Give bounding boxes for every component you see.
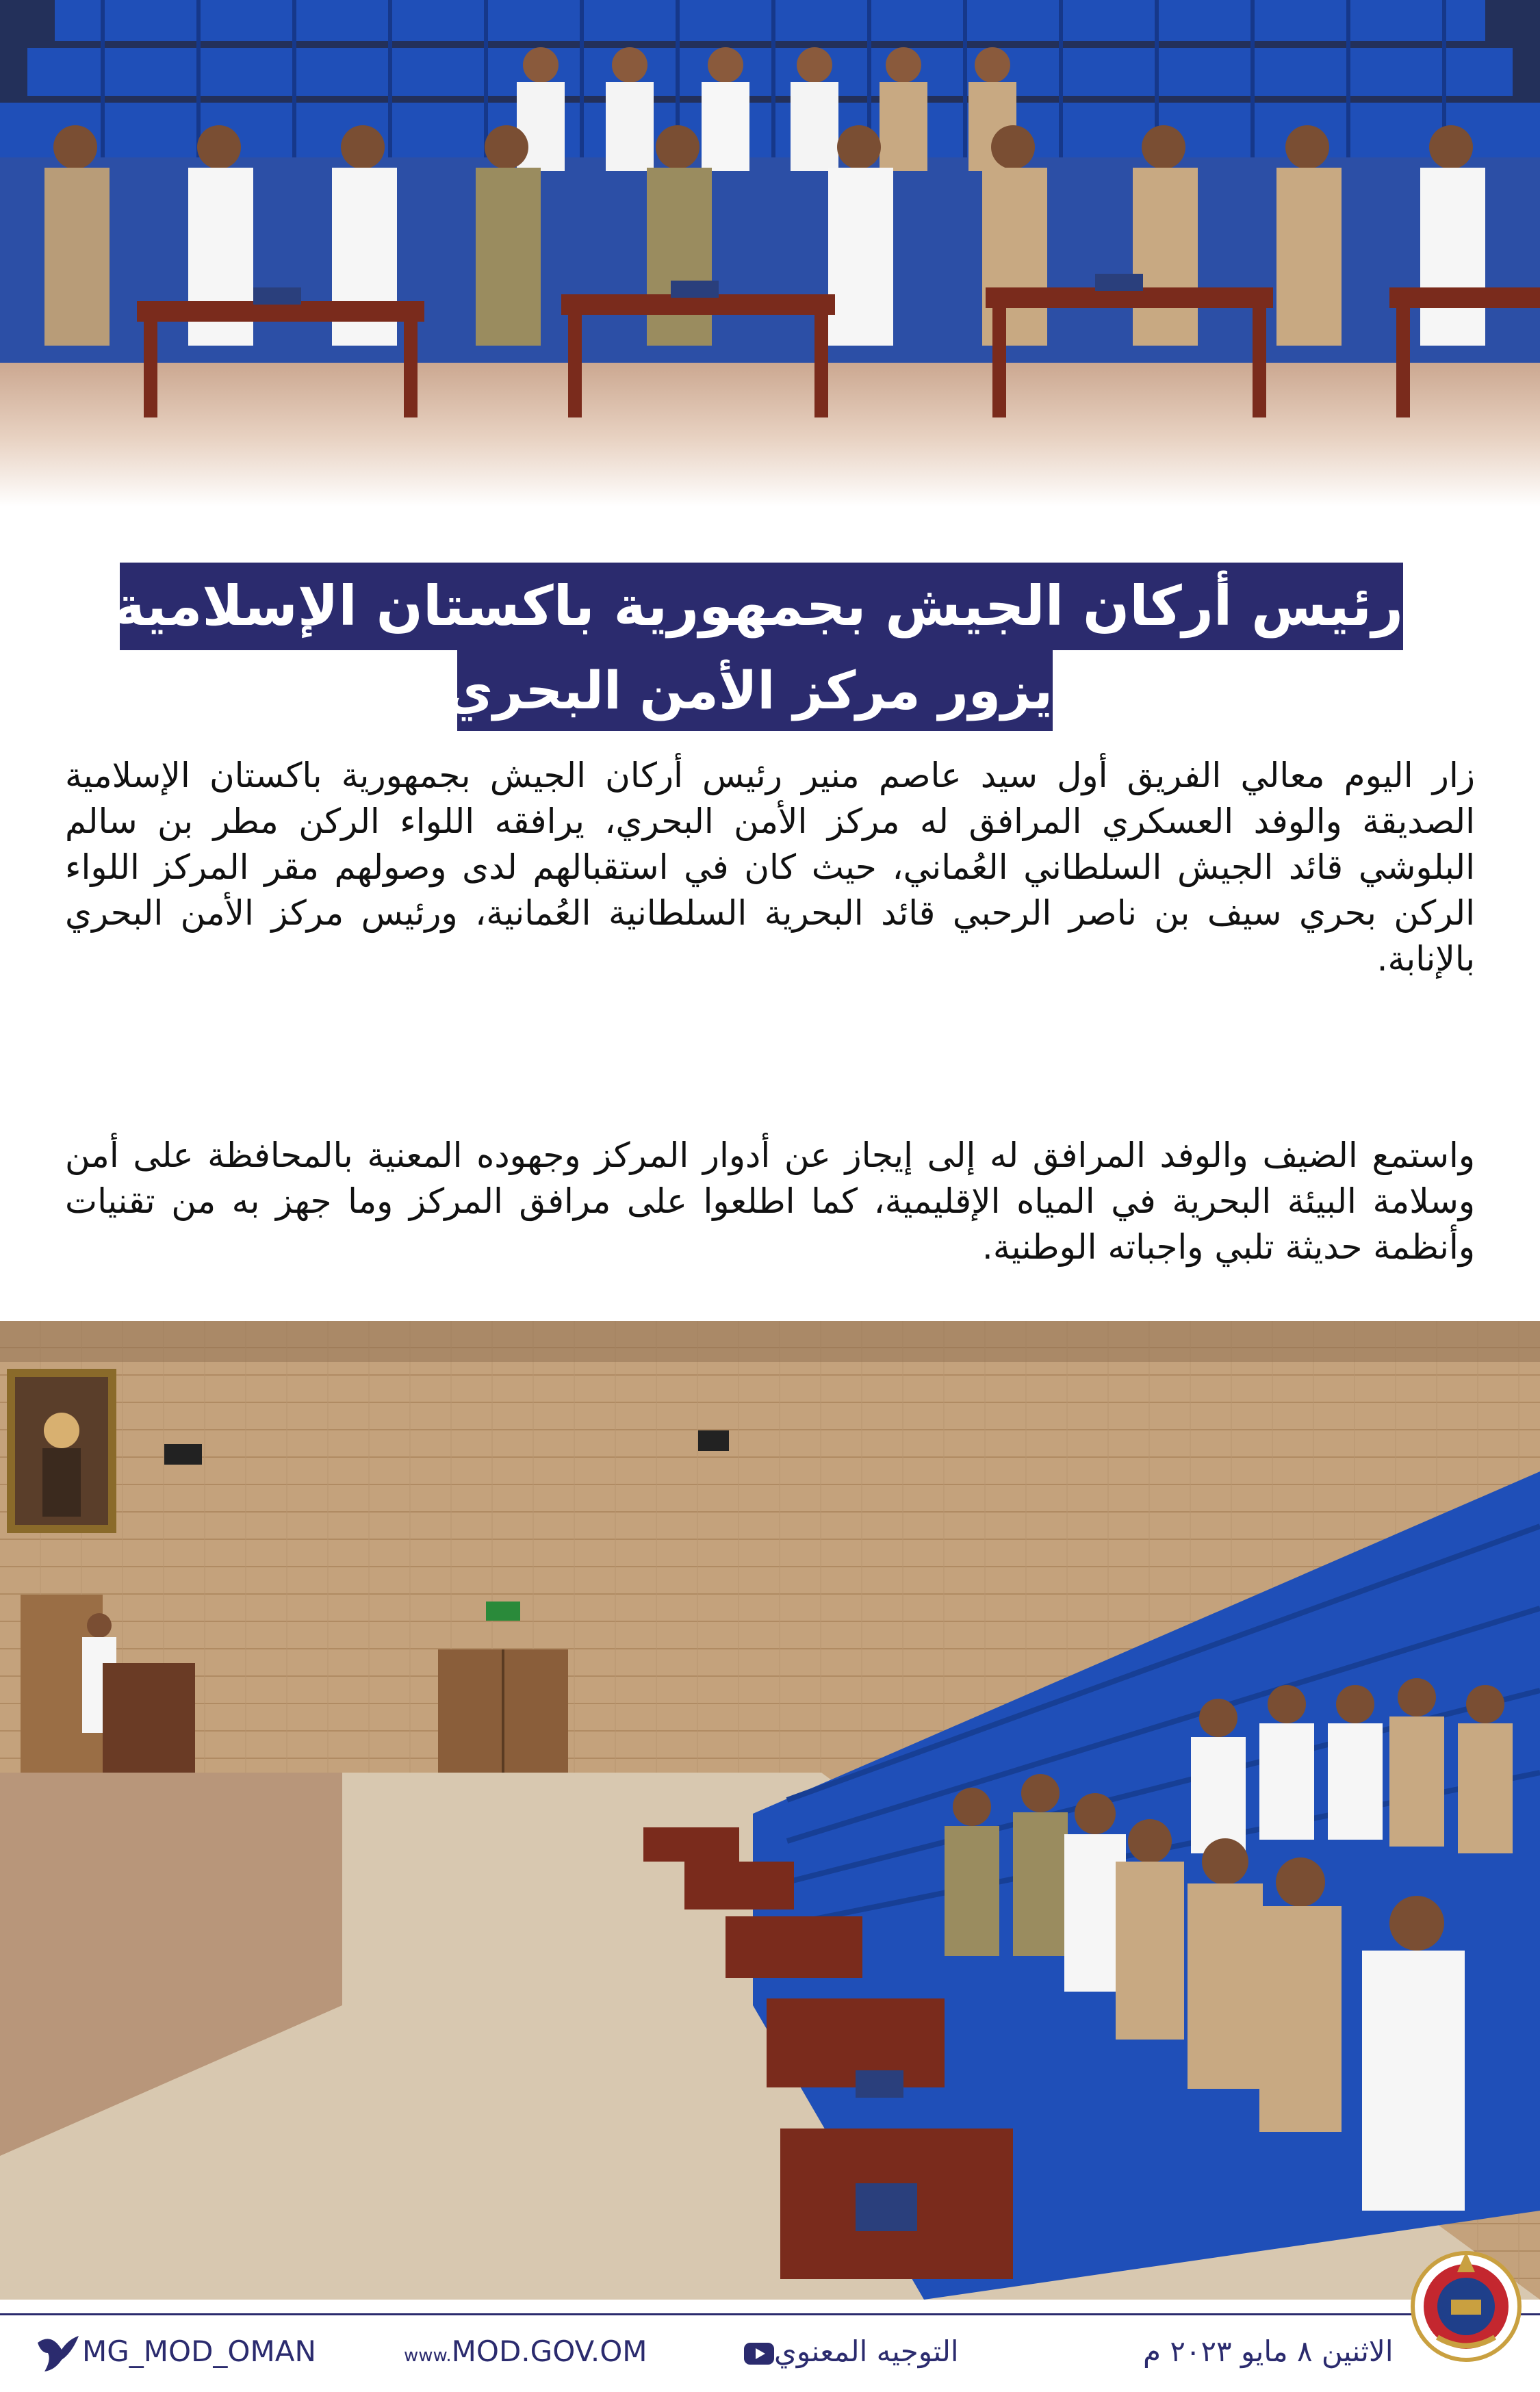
article-paragraph-1: زار اليوم معالي الفريق أول سيد عاصم منير رئيس أركان الجيش بجمهورية باكستان الإسلامية الصديقة والوفد العسكري المرافق له مركز الأمن البحري، يرافقه اللواء الركن مطر بن سالم البلوشي قائد الجيش السلطاني العُماني، حيث كان في استقبالهم لدى وصولهم مقر المركز اللواء الركن بحري سيف بن ناصر الرحبي قائد البحرية السلطانية العُمانية، ورئيس مركز الأمن البحري بالإنابة. — [65, 756, 1475, 979]
website-prefix: www. — [404, 2345, 452, 2366]
publish-date: الاثنين ٨ مايو ٢٠٢٣ م — [1143, 2335, 1394, 2368]
auditorium-briefing-photo — [0, 1321, 1540, 2300]
website-domain: MOD.GOV.OM — [451, 2335, 647, 2368]
headline-line-2: يزور مركز الأمن البحري — [457, 650, 1053, 731]
footer-bar — [0, 2313, 1540, 2388]
top-photo — [0, 0, 1540, 506]
ministry-emblem-icon — [1410, 2235, 1523, 2371]
article-paragraph-2: واستمع الضيف والوفد المرافق له إلى إيجاز عن أدوار المركز وجهوده المعنية بالمحافظة على أمن وسلامة البيئة البحرية في المياه الإقليمية، كما اطلعوا على مرافق المركز وما جهز به من تقنيات وأنظمة حديثة تلبي واجباته الوطنية. — [65, 1135, 1475, 1267]
department-label — [736, 2315, 959, 2388]
department-name: التوجيه المعنوي — [774, 2335, 959, 2368]
headline-line-1: رئيس أركان الجيش بجمهورية باكستان الإسلامية — [120, 563, 1403, 650]
bird-icon — [34, 2329, 82, 2374]
social-handle[interactable]: MG_MOD_OMAN — [82, 2335, 316, 2368]
delegation-seated-photo — [0, 0, 1540, 506]
website-link[interactable] — [404, 2315, 647, 2388]
bottom-photo — [0, 1321, 1540, 2300]
youtube-icon[interactable] — [744, 2343, 774, 2365]
